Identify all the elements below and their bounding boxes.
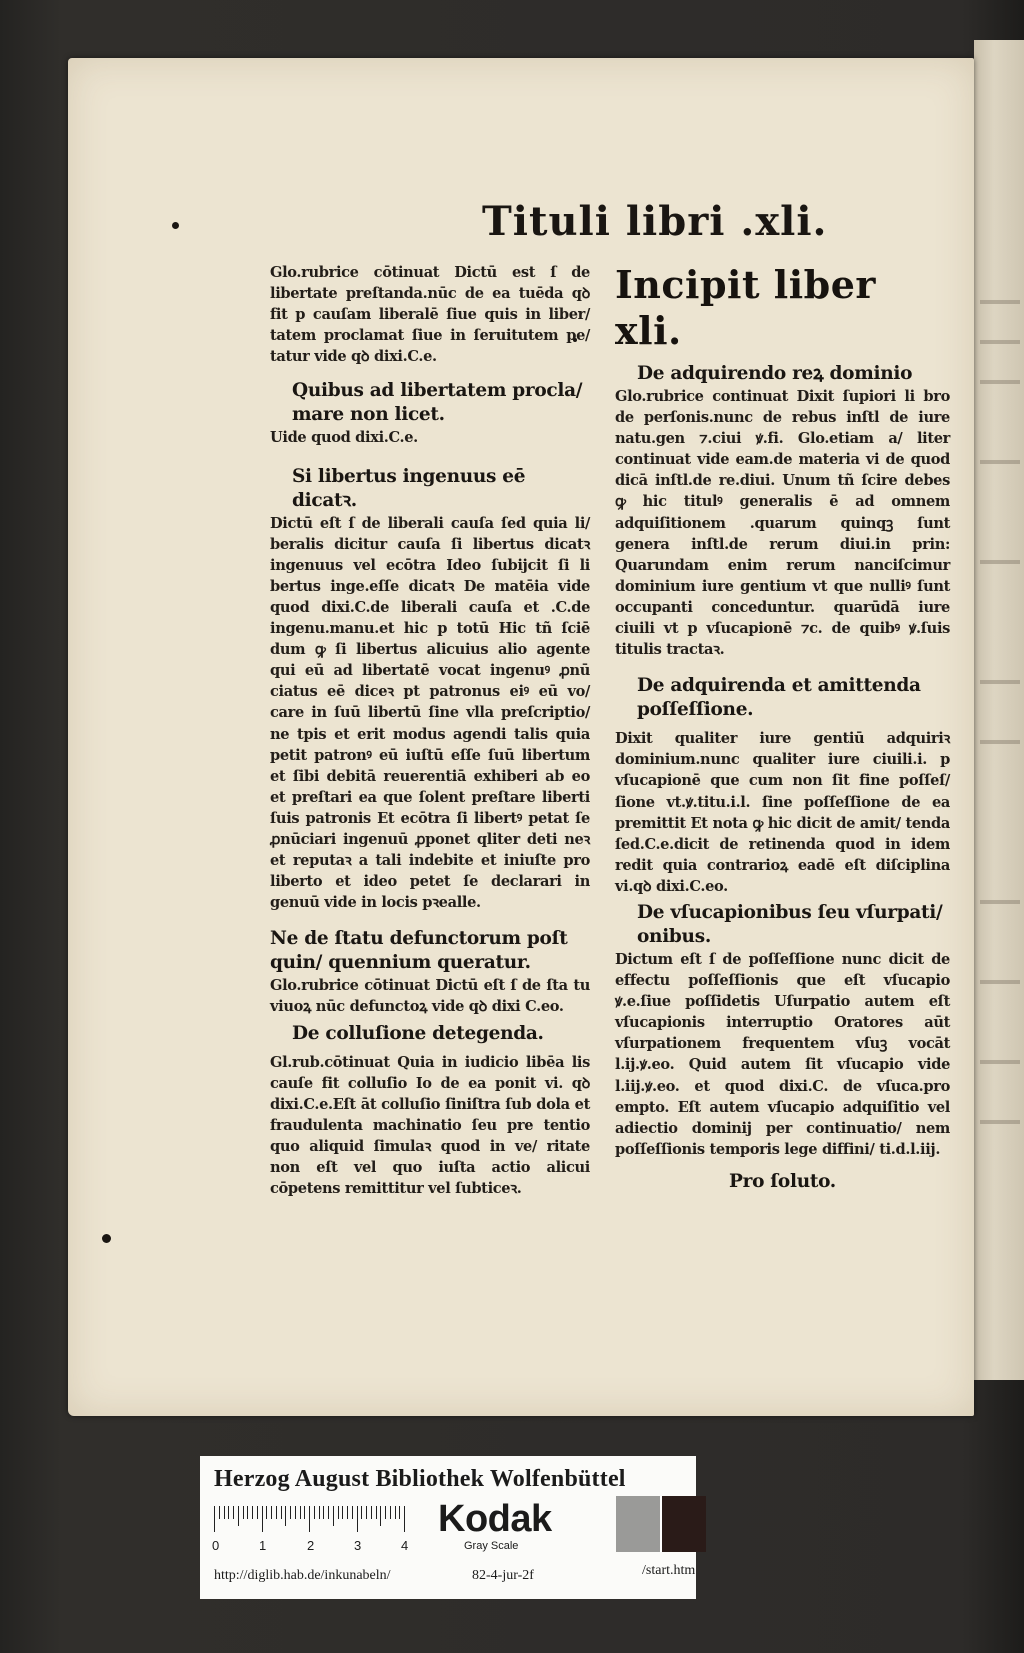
ruler-tick [214, 1506, 215, 1532]
ruler-tick [404, 1506, 405, 1532]
start-path: /start.htm [642, 1563, 696, 1578]
right-column [615, 262, 950, 1194]
ruler-number: 0 [212, 1538, 220, 1553]
ruler-tick [399, 1506, 400, 1519]
gloss-paragraph: Glo.rubrice continuat Dixit ſupiori li bro de perſonis.nunc de rebus inſtl de iure natu.gen ⁊.ciui ꝟ.fi. Glo.etiam a/ liter continuat vide eam.de materia vi de quod dicā inſtl.de re.diui. Unum tñ ſcire debes ꝙ hic titulꝰ generalis ē ad omnem adquiſitionem .quarum quinqꝫ ſunt genera inſtl.de rerum diui.in prin: Quarundam enim rerum nanciſcimur dominium iure gentium vt que nulliꝰ ſunt occupanti conceduntur. quarūdā iure ciuili vt p vſucapionē ⁊c. de quibꝰ ꝟ.ſuis titulis tractaꝛ. [615, 388, 950, 659]
ruler-number: 1 [259, 1538, 267, 1553]
grayscale-label: Gray Scale [464, 1540, 519, 1552]
ruler-number: 3 [354, 1538, 362, 1553]
kodak-logo: Kodak [438, 1498, 552, 1540]
ruler-tick [247, 1506, 248, 1519]
ruler-tick [361, 1506, 362, 1519]
ruler-tick [285, 1506, 286, 1526]
ink-dot [102, 1234, 111, 1243]
ruler-numbers [212, 1538, 422, 1554]
ruler-tick [233, 1506, 234, 1519]
gloss-paragraph: Dictum eſt ſ de poſſeſſione nunc dicit de effectu poſſeſſionis que eſt vſucapio ꝟ.e.ſiue poſſidetis Uſurpatio autem eſt vſucapionis interruptio Oratores aūt vſurpationem frequentem vſuꝫ vocāt l.ij.ꝟ.eo. Quid autem ſit vſucapio vide l.iij.ꝟ.eo. et quod dixi.C. de vſuca.pro empto. Eſt autem vſucapio adquiſitio vel adiectio dominij per continuatio/ nem poſſeſſionis temporis lege diffini/ ti.d.l.iij. [615, 950, 950, 1158]
section-heading: De colluſione detegenda. [292, 1022, 544, 1044]
ruler-tick [257, 1506, 258, 1519]
ruler-tick [333, 1506, 334, 1526]
running-head: Tituli libri .xli. [482, 198, 828, 245]
ruler-tick [238, 1506, 239, 1526]
ruler-tick [228, 1506, 229, 1519]
gloss-paragraph: Glo.rubrice cōtinuat Dictū est ſ de libertate preſtanda.nūc de ea tuēda qꝺ fit p cauſam liberalē ſiue quis in liber/ tatem proclamat ſiue in ſeruitutem pe/ tatur vide qꝺ dixi.C.e. [270, 264, 590, 366]
ruler-tick [219, 1506, 220, 1519]
ruler-tick [224, 1506, 225, 1519]
ruler-tick [262, 1506, 263, 1532]
section-heading: Ne de ſtatu defunctorum poſt quin/ quennium queratur. [270, 928, 568, 974]
ruler-tick [323, 1506, 324, 1519]
ruler-tick [271, 1506, 272, 1519]
library-url: http://diglib.hab.de/inkunabeln/ [214, 1568, 391, 1583]
ruler-tick [304, 1506, 305, 1519]
gloss-paragraph: Glo.rubrice cōtinuat Dictū eſt ſ de ſta tu viuoꝝ nūc defunctoꝝ vide qꝺ dixi C.eo. [270, 977, 590, 1016]
ruler-tick [376, 1506, 377, 1519]
ruler-tick [309, 1506, 310, 1532]
ruler-tick [243, 1506, 244, 1519]
ruler-tick [380, 1506, 381, 1526]
ruler-number: 2 [307, 1538, 315, 1553]
section-heading: De adquirenda et amittenda poſſeſſione. [637, 675, 921, 721]
gloss-paragraph: Dictū eſt ſ de liberali cauſa ſed quia li/ beralis dicitur cauſa ſi libertus dicatꝛ ingenuus vel ecōtra Ideo ſubijcit ſi li bertus inge.eſſe dicatꝛ De matēia vide quod dixi.C.de liberali cauſa et .C.de ingenu.manu.et hic p totū Hic tñ ſciē dum ꝙ ſi libertus alicuius alio agente qui eū ad libertatē vocat ingenuꝰ ꝓnū ciatus eē diceꝛ pt patronus eiꝰ eū vo/ care in ſuū libertū ſine vlla preſcriptio/ ne tpis et erit modus agendi talis quia petit patronꝰ eū iuſtū eſſe ſuū libertum et ſibi debitā reuerentiā exhiberi ab eo et preſtari ea que ſolent preſtare liberti ſuis patronis Et ecōtra ſi libertꝰ petat ſe ꝓnūciari ingenuū ꝓponet qliter deti neꝛ et reputaꝛ a tali indebite et iniuſte pro liberto et ideo petet ſe declarari in genuū vide in locis pꝛealle. [270, 514, 590, 912]
ruler-tick [390, 1506, 391, 1519]
left-column [270, 262, 590, 1199]
ruler-scale [214, 1506, 424, 1532]
section-heading: De adquirendo reꝝ dominio [637, 363, 913, 384]
ruler-tick [352, 1506, 353, 1519]
ruler-tick [395, 1506, 396, 1519]
ruler-number: 4 [401, 1538, 409, 1553]
gloss-paragraph: Dixit qualiter iure gentiū adquiriꝛ dominium.nunc qualiter iure ciuili.i. p vſucapionē que cum non ſit fine poſſeſ/ ſione vt.ꝟ.titu.i.l. ſine poſſeſſione de ea premittit Et nota ꝙ hic dicit de amit/ tenda ſed.C.e.dicit de retinenda quod in idem redit quia contrarioꝝ eadē eſt diſciplina vi.qꝺ dixi.C.eo. [615, 730, 950, 895]
ruler-tick [295, 1506, 296, 1519]
ruler-tick [252, 1506, 253, 1519]
section-heading: De vſucapionibus ſeu vſurpati/ onibus. [637, 901, 943, 947]
gloss-paragraph: Uide quod dixi.C.e. [270, 429, 418, 447]
ruler-tick [342, 1506, 343, 1519]
ruler-tick [371, 1506, 372, 1519]
book-title: Incipit liber xli. [615, 262, 876, 353]
ruler-tick [300, 1506, 301, 1519]
ruler-tick [319, 1506, 320, 1519]
ink-dot [172, 222, 179, 229]
gloss-paragraph: Gl.rub.cōtinuat Quia in iudicio libēa lis cauſe fit colluſio Io de ea ponit vi. qꝺ dixi.C.e.Eſt āt colluſio ſiniſtra ſub dola et fraudulenta machinatio ſeu pre tentio quo aliquid ſimulaꝛ quod in ve/ ritate non eſt vel quo iuſta actio alicui cōpetens remittitur vel ſubticeꝛ. [270, 1053, 590, 1198]
ruler-tick [357, 1506, 358, 1532]
ruler-tick [366, 1506, 367, 1519]
scan-reference-card [200, 1456, 696, 1599]
ruler-tick [338, 1506, 339, 1519]
section-heading: Pro ſoluto. [729, 1170, 836, 1192]
dark-patch [662, 1496, 706, 1552]
ruler-tick [328, 1506, 329, 1519]
section-heading: Si libertus ingenuus eē dicatꝛ. [292, 465, 526, 511]
facing-page-edge [974, 40, 1024, 1380]
ruler-tick [276, 1506, 277, 1519]
library-name: Herzog August Bibliothek Wolfenbüttel [214, 1466, 626, 1492]
ruler-tick [314, 1506, 315, 1519]
ruler-tick [385, 1506, 386, 1519]
gray-patch [616, 1496, 660, 1552]
ruler-tick [290, 1506, 291, 1519]
ruler-tick [266, 1506, 267, 1519]
ruler-tick [347, 1506, 348, 1519]
ruler-tick [281, 1506, 282, 1519]
shelfmark: 82-4-jur-2f [472, 1568, 534, 1583]
section-heading: Quibus ad libertatem procla/ mare non licet. [292, 380, 583, 426]
